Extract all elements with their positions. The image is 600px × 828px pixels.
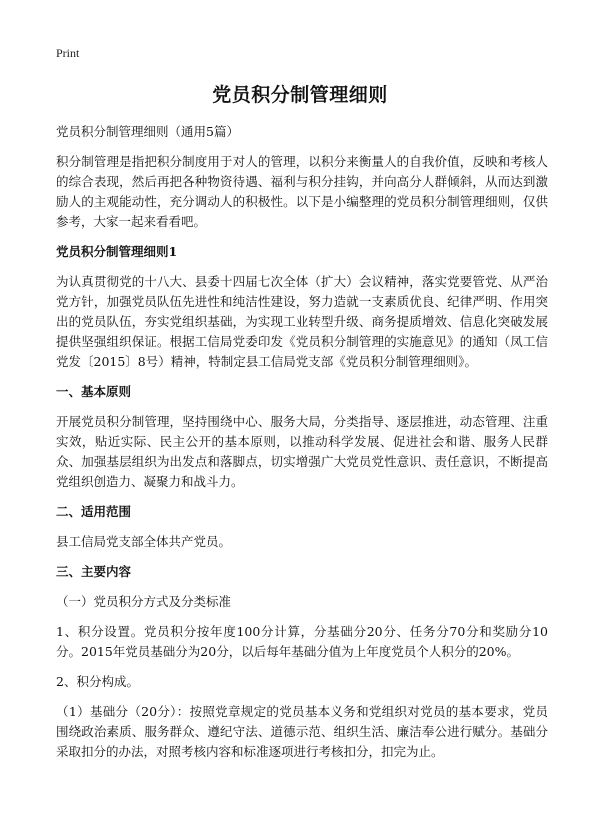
heading-scope: 二、适用范围 bbox=[56, 504, 132, 519]
document-body bbox=[56, 122, 548, 772]
scope-paragraph: 县工信局党支部全体共产党员。 bbox=[56, 534, 232, 549]
heading-content: 三、主要内容 bbox=[56, 564, 132, 579]
intro-paragraph: 积分制管理是指把积分制度用于对人的管理，以积分来衡量人的自我价值，反映和考核人的综合表现，然后再把各种物资待遇、福利与积分挂钩，并向高分人群倾斜，从而达到激励人的主观能动性，充分调动人的积极性。以下是小编整理的党员积分制管理细则，仅供参考，大家一起来看看吧。 bbox=[56, 154, 548, 229]
item-scoring-setup: 1、积分设置。党员积分按年度100分计算，分基础分20分、任务分70分和奖励分10分。2015年党员基础分为20分，以后每年基础分值为上年度党员个人积分的20%。 bbox=[56, 624, 548, 659]
heading-principles: 一、基本原则 bbox=[56, 384, 132, 399]
principles-paragraph: 开展党员积分制管理，坚持围绕中心、服务大局，分类指导、逐层推进，动态管理、注重实效，贴近实际、民主公开的基本原则，以推动科学发展、促进社会和谐、服务人民群众、加强基层组织为出发点和落脚点，切实增强广大党员党性意识、责任意识，不断提高党组织创造力、凝聚力和战斗力。 bbox=[56, 414, 548, 489]
item-base-score: （1）基础分（20分）：按照党章规定的党员基本义务和党组织对党员的基本要求，党员围绕政治素质、服务群众、遵纪守法、道德示范、组织生活、廉洁奉公进行赋分。基础分采取扣分的办法，对照考核内容和标准逐项进行考核扣分，扣完为止。 bbox=[56, 704, 548, 759]
subheading-scoring: （一）党员积分方式及分类标准 bbox=[56, 594, 232, 609]
section1-paragraph: 为认真贯彻党的十八大、县委十四届七次全体（扩大）会议精神，落实党要管党、从严治党方针，加强党员队伍先进性和纯洁性建设，努力造就一支素质优良、纪律严明、作用突出的党员队伍，夯实党组织基础，为实现工业转型升级、商务提质增效、信息化突破发展提供坚强组织保证。根据工信局党委印发《党员积分制管理的实施意见》的通知（凤工信党发〔2015〕8号）精神，特制定县工信局党支部《党员积分制管理细则》。 bbox=[56, 274, 548, 369]
section-heading-1: 党员积分制管理细则1 bbox=[56, 244, 178, 259]
item-scoring-composition: 2、积分构成。 bbox=[56, 674, 139, 689]
page-title: 党员积分制管理细则 bbox=[212, 84, 388, 106]
print-link[interactable]: Print bbox=[56, 46, 80, 60]
document-subtitle: 党员积分制管理细则（通用5篇） bbox=[56, 124, 239, 139]
